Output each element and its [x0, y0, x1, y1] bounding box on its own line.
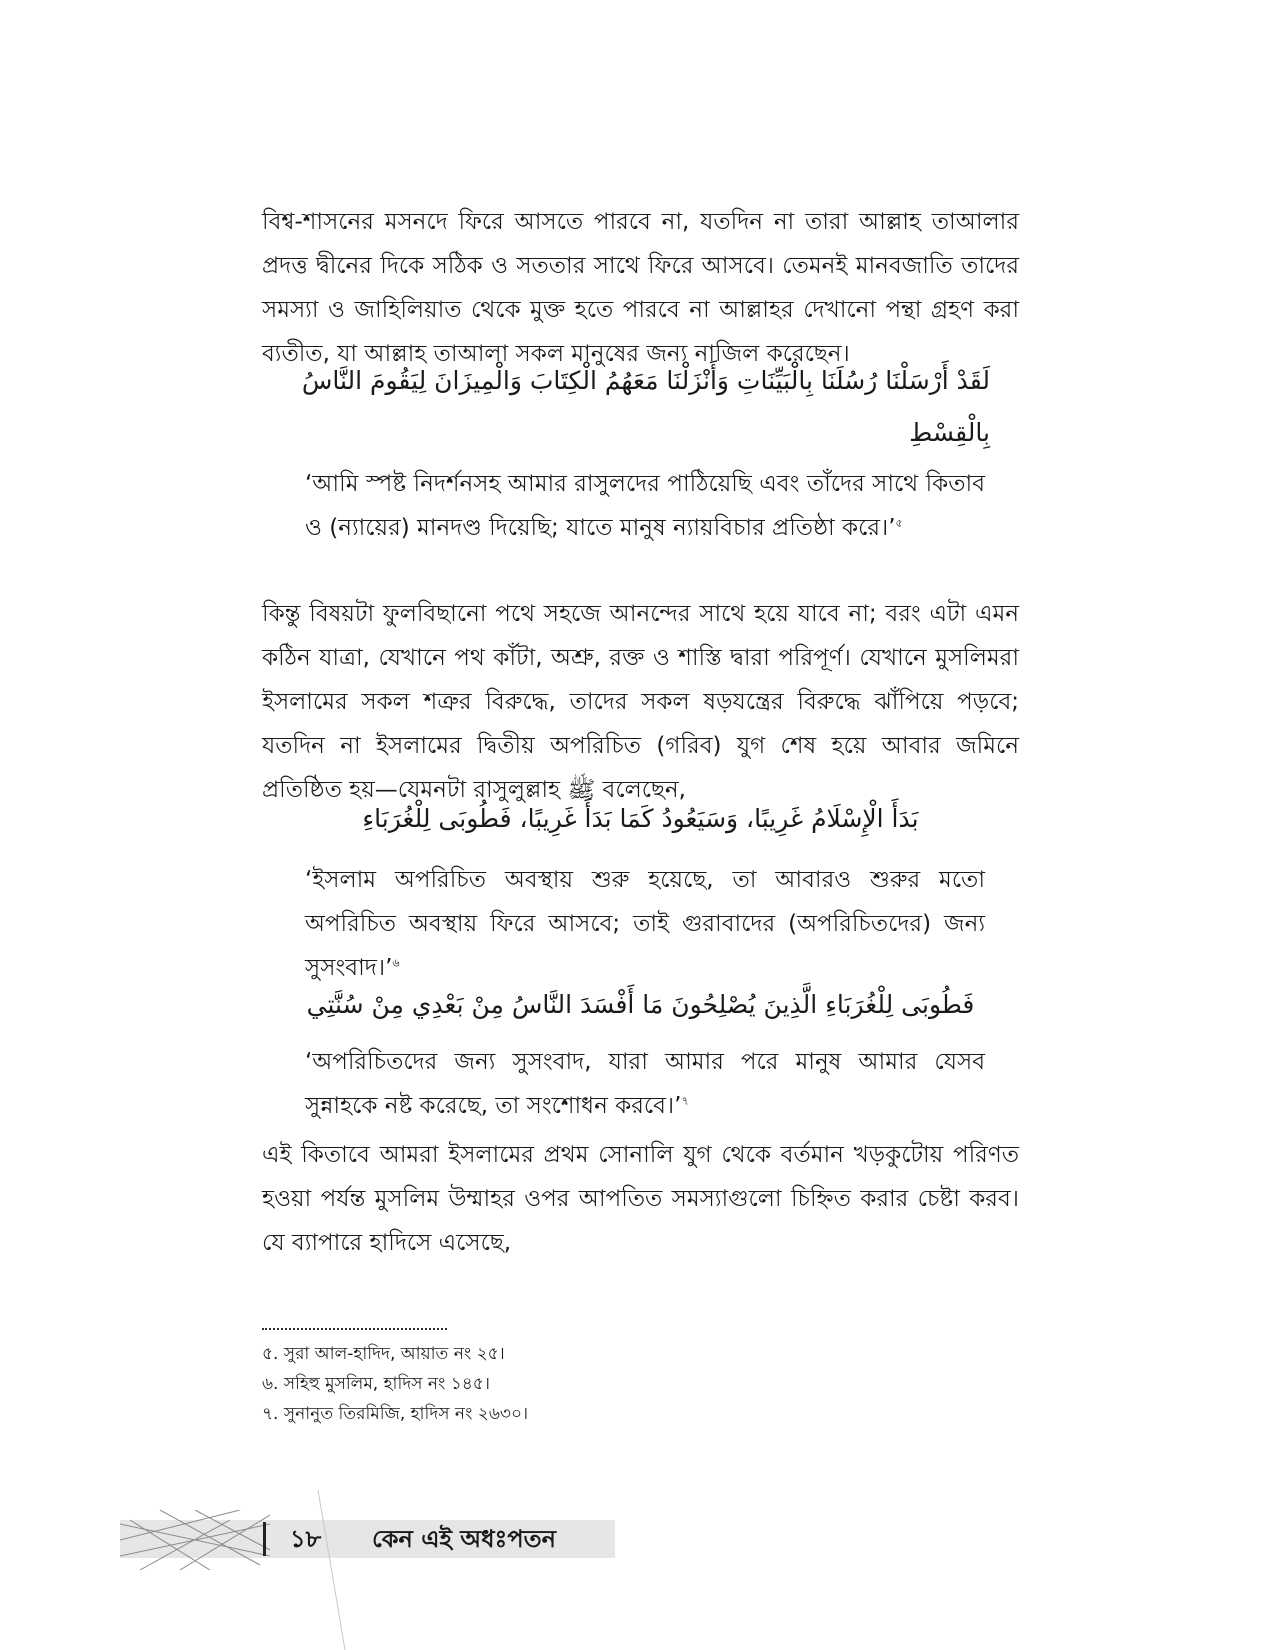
footnote-5: ৫. সুরা আল-হাদিদ, আয়াত নং ২৫।	[262, 1344, 505, 1364]
quote-2-text: ‘ইসলাম অপরিচিত অবস্থায় শুরু হয়েছে, তা আবারও শুরুর মতো অপরিচিত অবস্থায় ফিরে আসবে; তাই গুরাবাদের (অপরিচিতদের) জন্য সুসংবাদ।’	[305, 867, 985, 981]
quote-translation-2	[305, 858, 985, 990]
footnote-ref-7: ৭	[681, 1094, 689, 1108]
arabic-hadith-1: بَدَأَ الْإِسْلَامُ غَرِيبًا، وَسَيَعُودُ كَمَا بَدَأَ غَرِيبًا، فَطُوبَى لِلْغُرَبَاءِ	[362, 804, 919, 833]
page-number: ১৮	[290, 1525, 322, 1553]
footer-diagonal-line-decoration	[300, 1490, 380, 1650]
footnote-7: ৭. সুনানুত তিরমিজি, হাদিস নং ২৬৩০।	[262, 1404, 529, 1424]
arabic-hadith-2: فَطُوبَى لِلْغُرَبَاءِ الَّذِينَ يُصْلِحُونَ مَا أَفْسَدَ النَّاسُ مِنْ بَعْدِي مِنْ سُنَّتِي	[306, 990, 975, 1019]
quote-1-text: ‘আমি স্পষ্ট নিদর্শনসহ আমার রাসুলদের পাঠিয়েছি এবং তাঁদের সাথে কিতাব ও (ন্যায়ের) মানদণ্ড দিয়েছি; যাতে মানুষ ন্যায়বিচার প্রতিষ্ঠা করে।’	[305, 471, 985, 541]
running-footer-book-title: কেন এই অধঃপতন	[372, 1525, 556, 1553]
quote-translation-3	[305, 1040, 985, 1128]
body-paragraph-2: কিন্তু বিষয়টা ফুলবিছানো পথে সহজে আনন্দের সাথে হয়ে যাবে না; বরং এটা এমন কঠিন যাত্রা, যেখানে পথ কাঁটা, অশ্রু, রক্ত ও শাস্তি দ্বারা পরিপূর্ণ। যেখানে মুসলিমরা ইসলামের সকল শত্রুর বিরুদ্ধে, তাদের সকল ষড়যন্ত্রের বিরুদ্ধে ঝাঁপিয়ে পড়বে; যতদিন না ইসলামের দ্বিতীয় অপরিচিত (গরিব) যুগ শেষ হয়ে আবার জমিনে প্রতিষ্ঠিত হয়—যেমনটা রাসুলুল্লাহ ﷺ বলেছেন,	[262, 601, 1019, 803]
footnote-divider	[262, 1328, 447, 1330]
footer-line-pattern-decoration	[120, 1510, 270, 1570]
footnote-6: ৬. সহিহু মুসলিম, হাদিস নং ১৪৫।	[262, 1374, 490, 1394]
body-paragraph-1: বিশ্ব-শাসনের মসনদে ফিরে আসতে পারবে না, যতদিন না তারা আল্লাহ তাআলার প্রদত্ত দ্বীনের দিকে সঠিক ও সততার সাথে ফিরে আসবে। তেমনই মানবজাতি তাদের সমস্যা ও জাহিলিয়াত থেকে মুক্ত হতে পারবে না আল্লাহর দেখানো পন্থা গ্রহণ করা ব্যতীত, যা আল্লাহ তাআলা সকল মানুষের জন্য নাজিল করেছেন।	[262, 209, 1019, 367]
footnote-ref-6: ৬	[392, 956, 400, 970]
body-paragraph-3: এই কিতাবে আমরা ইসলামের প্রথম সোনালি যুগ থেকে বর্তমান খড়কুটোয় পরিণত হওয়া পর্যন্ত মুসলিম উম্মাহর ওপর আপতিত সমস্যাগুলো চিহ্নিত করার চেষ্টা করব। যে ব্যাপারে হাদিসে এসেছে,	[262, 1142, 1019, 1256]
footer-separator	[263, 1522, 266, 1556]
arabic-verse-1-line-1: لَقَدْ أَرْسَلْنَا رُسُلَنَا بِالْبَيِّنَاتِ وَأَنْزَلْنَا مَعَهُمُ الْكِتَابَ وَالْمِيزَانَ لِيَقُومَ النَّاسُ	[301, 366, 990, 395]
arabic-verse-1-line-2: بِالْقِسْطِ	[909, 418, 990, 447]
quote-3-text: ‘অপরিচিতদের জন্য সুসংবাদ, যারা আমার পরে মানুষ আমার যেসব সুন্নাহকে নষ্ট করেছে, তা সংশোধন করবে।’	[305, 1049, 985, 1119]
footnote-ref-5: ৫	[895, 516, 903, 530]
quote-translation-1	[305, 462, 985, 550]
